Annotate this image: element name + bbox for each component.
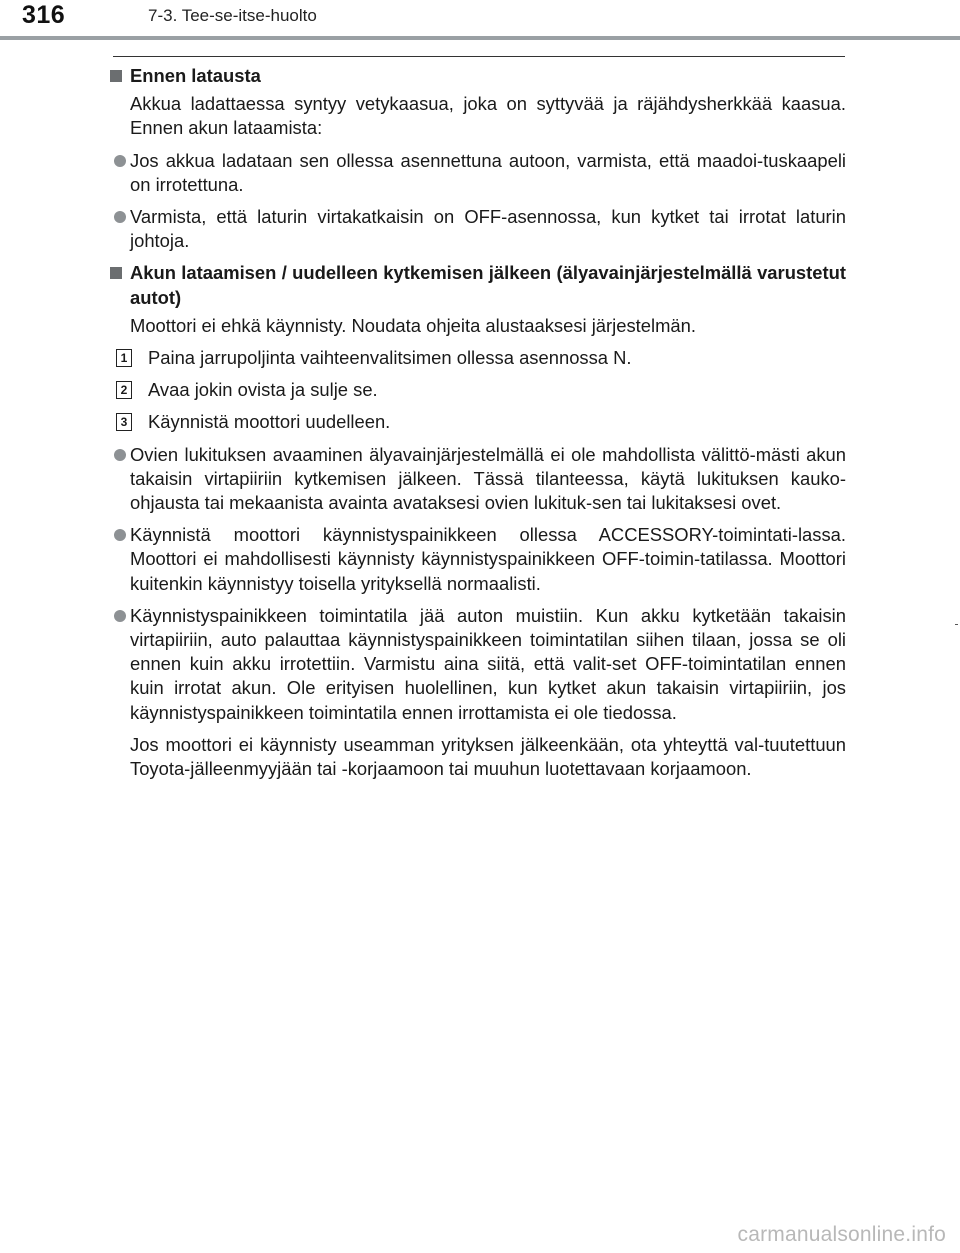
header-rule — [0, 36, 960, 40]
list-item: Jos akkua ladataan sen ollessa asennettuna autoon, varmista, että maadoi-tuskaapeli on irrotettuna. — [108, 149, 846, 197]
step-number-badge: 3 — [116, 413, 132, 431]
page-number: 316 — [22, 1, 66, 29]
circle-bullet-icon — [114, 449, 126, 461]
circle-bullet-icon — [114, 610, 126, 622]
circle-bullet-icon — [114, 529, 126, 541]
list-item: Varmista, että laturin virtakatkaisin on OFF-asennossa, kun kytket tai irrotat laturin johtoja. — [108, 205, 846, 253]
step-number-badge: 2 — [116, 381, 132, 399]
circle-bullet-icon — [114, 155, 126, 167]
page-content — [108, 64, 846, 781]
paragraph: Moottori ei ehkä käynnisty. Noudata ohjeita alustaaksesi järjestelmän. — [130, 314, 696, 336]
list-item: Käynnistyspainikkeen toimintatila jää auton muistiin. Kun akku kytketään takaisin virtapiiriin, auto palauttaa käynnistyspainikkeen toimintatilan siihen tilaan, jossa se oli ennen kuin akku irrotettiin. Varmistu aina siitä, että valit-set OFF-toimintatilan ennen kuin irrotat akun. Ole erityisen huolellinen, kun kytket akun takaisin virtapiiriin, jos käynnistyspainikkeen toimintatila ennen irrottamista ei ole tiedossa. — [108, 604, 846, 725]
paragraph-closing: Jos moottori ei käynnisty useamman yrityksen jälkeenkään, ota yhteyttä val-tuutettuun Toyota-jälleenmyyjään tai -korjaamoon tai muuhun luotettavaan korjaamoon. — [130, 733, 846, 780]
step-item: 2 Avaa jokin ovista ja sulje se. — [108, 378, 846, 402]
section-heading-akun-lataamisen: Akun lataamisen / uudelleen kytkemisen jälkeen (älyavainjärjestelmällä varustetut autot) — [108, 261, 846, 309]
square-bullet-icon — [110, 267, 122, 279]
circle-bullet-icon — [114, 211, 126, 223]
step-item: 3 Käynnistä moottori uudelleen. — [108, 410, 846, 434]
step-item: 1 Paina jarrupoljinta vaihteenvalitsimen ollessa asennossa N. — [108, 346, 846, 370]
content-top-rule — [113, 56, 845, 57]
square-bullet-icon — [110, 70, 122, 82]
list-item: Ovien lukituksen avaaminen älyavainjärjestelmällä ei ole mahdollista välittö-mästi akun takaisin virtapiiriin kytkemisen jälkeen. Tässä tilanteessa, käytä lukituksen kauko-ohjausta tai mekaanista avainta avataksesi ovien lukituk-sen tai lukitaksesi ovet. — [108, 443, 846, 516]
section-title: 7-3. Tee-se-itse-huolto — [148, 6, 317, 25]
watermark-logo: carmanualsonline.info — [737, 1223, 946, 1246]
edge-mark — [955, 624, 958, 625]
paragraph: Akkua ladattaessa syntyy vetykaasua, joka on syttyvää ja räjähdysherkkää kaasua. Ennen akun lataamista: — [130, 93, 846, 139]
section-heading-ennen-latausta: Ennen latausta — [108, 64, 846, 88]
list-item: Käynnistä moottori käynnistyspainikkeen ollessa ACCESSORY-toimintati-lassa. Moottori ei mahdollisesti käynnisty käynnistyspainikkeen OFF-toimin-tatilassa. Moottori kuitenkin käynnistyy toisella yrityksellä normaalisti. — [108, 523, 846, 596]
step-number-badge: 1 — [116, 349, 132, 367]
